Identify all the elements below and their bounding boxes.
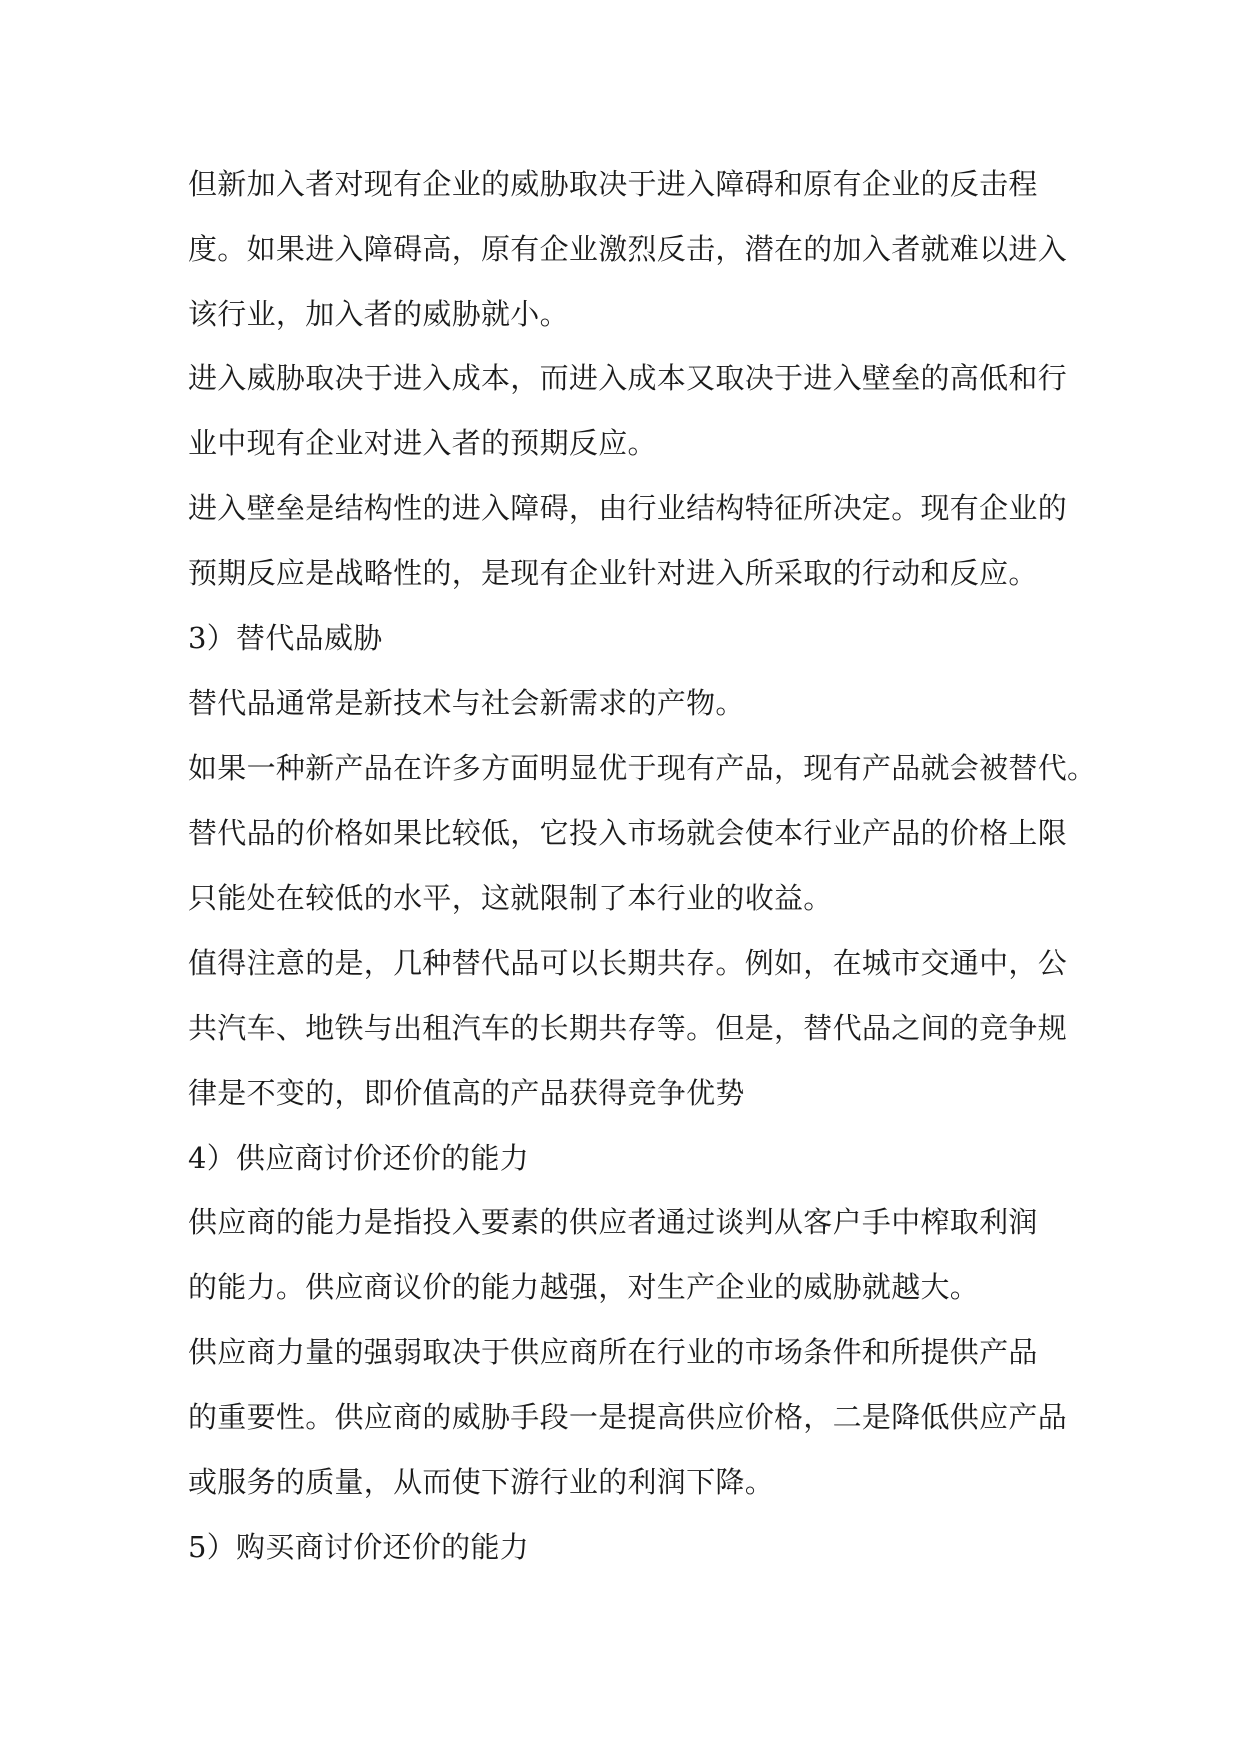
paragraph-line: 进入威胁取决于进入成本，而进入成本又取决于进入壁垒的高低和行 xyxy=(188,361,1068,395)
paragraph-line: 值得注意的是，几种替代品可以长期共存。例如，在城市交通中，公 xyxy=(188,946,1068,980)
paragraph-line: 的重要性。供应商的威胁手段一是提高供应价格，二是降低供应产品 xyxy=(188,1400,1068,1434)
paragraph-line: 度。如果进入障碍高，原有企业激烈反击，潜在的加入者就难以进入 xyxy=(188,232,1068,266)
paragraph-line: 的能力。供应商议价的能力越强，对生产企业的威胁就越大。 xyxy=(188,1270,980,1304)
paragraph-line: 该行业，加入者的威胁就小。 xyxy=(188,297,569,331)
section-heading: 3）替代品威胁 xyxy=(188,621,383,655)
paragraph-line: 替代品通常是新技术与社会新需求的产物。 xyxy=(188,686,745,720)
section-heading: 5）购买商讨价还价的能力 xyxy=(188,1530,530,1564)
paragraph-line: 供应商力量的强弱取决于供应商所在行业的市场条件和所提供产品 xyxy=(188,1335,1038,1369)
section-heading: 4）供应商讨价还价的能力 xyxy=(188,1141,530,1175)
paragraph-line: 供应商的能力是指投入要素的供应者通过谈判从客户手中榨取利润 xyxy=(188,1205,1038,1239)
paragraph-line: 业中现有企业对进入者的预期反应。 xyxy=(188,426,657,460)
paragraph-line: 进入壁垒是结构性的进入障碍，由行业结构特征所决定。现有企业的 xyxy=(188,491,1068,525)
paragraph-line: 替代品的价格如果比较低，它投入市场就会使本行业产品的价格上限 xyxy=(188,816,1068,850)
paragraph-line: 但新加入者对现有企业的威胁取决于进入障碍和原有企业的反击程 xyxy=(188,167,1038,201)
paragraph-line: 或服务的质量，从而使下游行业的利润下降。 xyxy=(188,1465,775,1499)
paragraph-line: 共汽车、地铁与出租汽车的长期共存等。但是，替代品之间的竞争规 xyxy=(188,1011,1068,1045)
paragraph-line: 律是不变的，即价值高的产品获得竞争优势 xyxy=(188,1076,745,1110)
paragraph-line: 如果一种新产品在许多方面明显优于现有产品，现有产品就会被替代。 xyxy=(188,751,1097,785)
paragraph-line: 只能处在较低的水平，这就限制了本行业的收益。 xyxy=(188,881,833,915)
paragraph-line: 预期反应是战略性的，是现有企业针对进入所采取的行动和反应。 xyxy=(188,556,1038,590)
